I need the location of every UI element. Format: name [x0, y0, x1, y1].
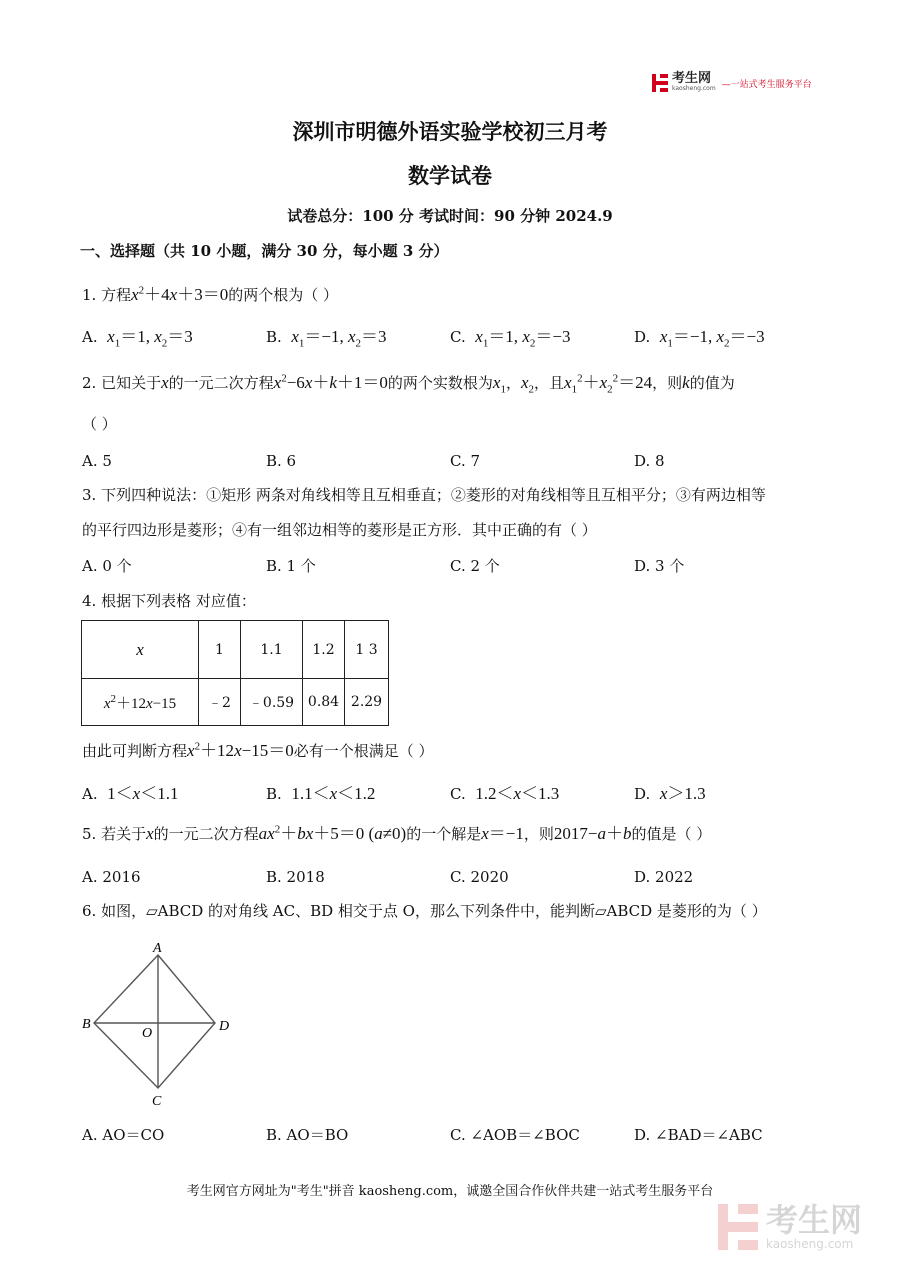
q3-option-d: D. 3 个: [634, 557, 685, 575]
watermark-name: 考生网: [766, 1201, 863, 1239]
value-table: [81, 620, 389, 726]
q2-paren: （ ）: [82, 415, 117, 433]
label-o: O: [142, 1026, 153, 1041]
exam-subtitle: 数学试卷: [408, 163, 492, 188]
q1-option-c: C. $x_1=1$, $x_2=-3$: [450, 327, 571, 350]
question-3-line1: 3. 下列四种说法：①矩形 两条对角线相等且互相垂直；②菱形的对角线相等且互相平分；③有两边相等: [82, 486, 766, 504]
q3-option-b: B. 1 个: [266, 557, 316, 575]
q4-option-c: C. 1.2＜x＜1.3: [450, 784, 560, 803]
exam-title: 深圳市明德外语实验学校初三月考: [292, 119, 608, 144]
q4-option-b: B. 1.1＜x＜1.2: [266, 784, 376, 803]
q3-option-c: C. 2 个: [450, 557, 500, 575]
rhombus-figure: [78, 938, 248, 1110]
table-header-x: x: [82, 621, 199, 679]
table-cell: 1: [199, 621, 241, 679]
rhombus-outline: [94, 955, 215, 1088]
label-c: C: [152, 1094, 162, 1109]
label-b: B: [82, 1017, 91, 1032]
table-cell: 1.2: [303, 621, 345, 679]
question-6: 6. 如图，▱ABCD 的对角线 AC、BD 相交于点 O，那么下列条件中，能判断▱ABCD 是菱形的为（ ）: [82, 902, 767, 920]
table-cell: 1.1: [241, 621, 303, 679]
q6-option-a: A. AO＝CO: [82, 1126, 165, 1144]
q1-option-a: A. $x_1=1$, $x_2=3$: [82, 327, 193, 350]
q2-option-a: A. 5: [82, 452, 112, 470]
table-cell: 0.84: [303, 679, 345, 726]
question-1: 1. 方程$x^2+4x+3=0$的两个根为（ ）: [82, 284, 338, 304]
watermark-mark-icon: [718, 1204, 758, 1250]
watermark-logo: [718, 1203, 862, 1251]
q5-option-b: B. 2018: [266, 868, 325, 886]
question-4: 4. 根据下列表格 对应值：: [82, 592, 256, 610]
q5-option-d: D. 2022: [634, 868, 694, 886]
q6-option-b: B. AO＝BO: [266, 1126, 349, 1144]
q5-option-a: A. 2016: [82, 868, 141, 886]
footer-text: 考生网官方网址为"考生"拼音 kaosheng.com，诚邀全国合作伙伴共建一站式考生服务平台: [186, 1184, 714, 1199]
logo-name: 考生网: [672, 71, 712, 86]
logo-url: kaosheng.com: [672, 85, 716, 92]
brand-logo: [652, 72, 812, 94]
logo-mark-icon: [652, 74, 668, 92]
q4-option-d: D. x＞1.3: [634, 784, 706, 803]
logo-slogan: —一站式考生服务平台: [721, 79, 812, 90]
question-3-line2: 的平行四边形是菱形；④有一组邻边相等的菱形是正方形．其中正确的有（ ）: [82, 521, 597, 539]
table-row: [82, 679, 389, 726]
q2-option-c: C. 7: [450, 452, 481, 470]
q4-conclusion: 由此可判断方程$x^2+12x-15=0$必有一个根满足（ ）: [82, 740, 434, 760]
question-5: 5. 若关于x的一元二次方程$ax^2+bx+5=0$ (a≠0)的一个解是x＝−1，则2017−a＋b的值是（ ）: [82, 823, 712, 843]
q1-option-d: D. $x_1=-1$, $x_2=-3$: [634, 327, 765, 350]
table-cell: ﹣2: [199, 679, 241, 726]
q3-option-a: A. 0 个: [82, 557, 132, 575]
table-cell: 2.29: [345, 679, 389, 726]
q5-option-c: C. 2020: [450, 868, 509, 886]
q4-option-a: A. 1＜x＜1.1: [82, 784, 179, 803]
q6-option-d: D. ∠BAD＝∠ABC: [634, 1126, 763, 1144]
table-header-expr: $x^2+12x-15$: [82, 679, 199, 726]
exam-info: 试卷总分：100 分 考试时间：90 分钟 2024.9: [287, 207, 613, 225]
watermark-url: kaosheng.com: [766, 1237, 854, 1251]
table-cell: ﹣0.59: [241, 679, 303, 726]
q1-option-b: B. $x_1=-1$, $x_2=3$: [266, 327, 387, 350]
label-a: A: [153, 941, 162, 956]
table-row: [82, 621, 389, 679]
table-cell: 1 3: [345, 621, 389, 679]
q2-option-d: D. 8: [634, 452, 665, 470]
question-2: 2. 已知关于x的一元二次方程$x^2-6x+k+1=0$的两个实数根为$x_1$，$x_2$，且$x_1^2+x_2^2=24$，则k的值为: [82, 372, 735, 396]
section-heading: 一、选择题（共 10 小题，满分 30 分，每小题 3 分）: [80, 242, 449, 260]
label-d: D: [219, 1019, 230, 1034]
q6-option-c: C. ∠AOB＝∠BOC: [450, 1126, 580, 1144]
q2-option-b: B. 6: [266, 452, 297, 470]
